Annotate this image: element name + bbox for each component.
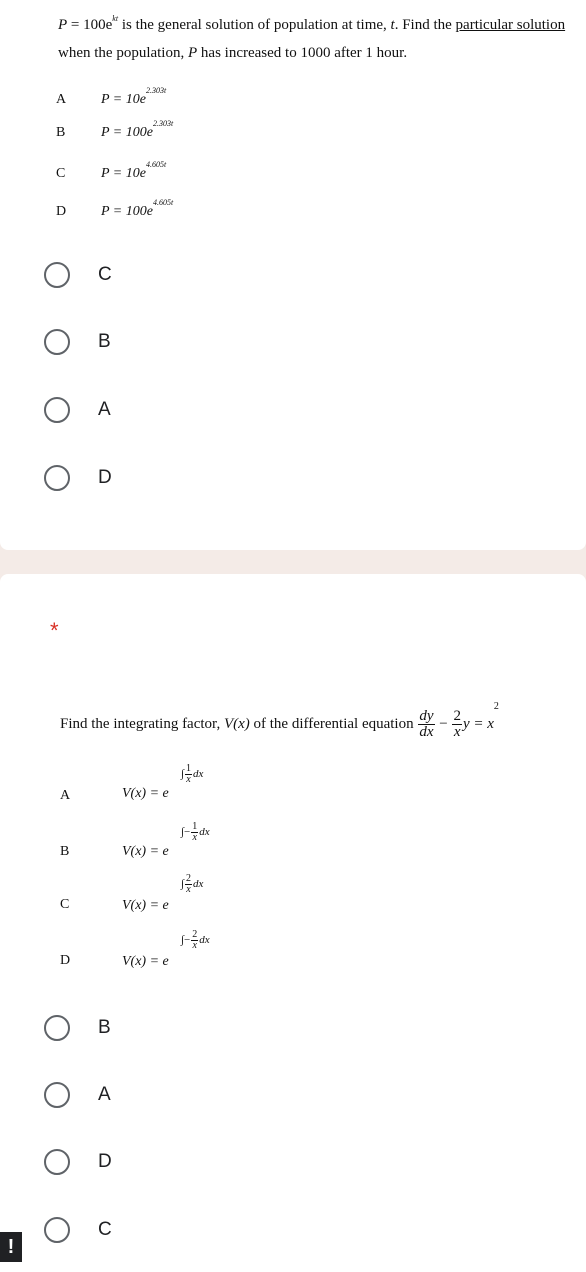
option-letter: D [56,204,67,219]
alert-icon: ! [0,1232,22,1262]
fraction-2-over-x: $\frac{2}{x}$ [453,708,461,740]
option-letter: B [56,125,66,140]
radio-label[interactable]: D [98,467,112,488]
radio-button[interactable] [44,1217,70,1243]
option-letter: C [56,166,66,181]
question-2-text: Find the integrating factor, V(x) of the differential equation $\frac{dy}{dx}$ − $\frac{2}{x}$ $y = x^2$ [60,701,499,740]
option-letter: C [60,897,70,912]
option-exponent: ∫− $\frac{1}{x}$ dx [181,821,210,843]
option-exponent: ∫ $\frac{1}{x}$ dx [181,763,204,785]
question-card-1 [0,0,586,550]
option-expression: V(x) = e [122,954,169,969]
radio-label[interactable]: D [98,1151,112,1172]
option-exponent: ∫− $\frac{2}{x}$ dx [181,929,210,951]
option-expression: V(x) = e [122,786,169,801]
radio-label[interactable]: C [98,264,112,285]
radio-label[interactable]: B [98,1017,111,1038]
radio-button[interactable] [44,465,70,491]
option-letter: D [60,953,71,968]
option-expression: $P = 100e^{4.605t}$ [101,198,174,219]
question-1-line-2: when the population, P has increased to 1000 after 1 hour. [58,45,408,61]
option-expression: $P = 10e^{2.303t}$ [101,86,167,107]
radio-button[interactable] [44,262,70,288]
fraction-dydx: $\frac{dy}{dx}$ [419,708,434,740]
option-expression: V(x) = e [122,898,169,913]
question-1-line-1: $P = 100e^{kt}$ is the general solution of population at time, t. Find the particular solution [58,14,566,33]
radio-button[interactable] [44,1149,70,1175]
radio-label[interactable]: C [98,1219,112,1240]
required-marker: * [50,618,59,643]
radio-label[interactable]: A [98,399,111,420]
option-letter: B [60,844,70,859]
option-letter: A [56,92,67,107]
question-card-2 [0,574,586,1272]
radio-button[interactable] [44,329,70,355]
option-exponent: ∫ $\frac{2}{x}$ dx [181,873,204,895]
radio-button[interactable] [44,1082,70,1108]
radio-button[interactable] [44,397,70,423]
option-expression: $P = 10e^{4.605t}$ [101,160,167,181]
option-expression: $P = 100e^{2.303t}$ [101,119,174,140]
radio-label[interactable]: B [98,331,111,352]
option-letter: A [60,788,71,803]
radio-label[interactable]: A [98,1084,111,1105]
option-expression: V(x) = e [122,844,169,859]
radio-button[interactable] [44,1015,70,1041]
